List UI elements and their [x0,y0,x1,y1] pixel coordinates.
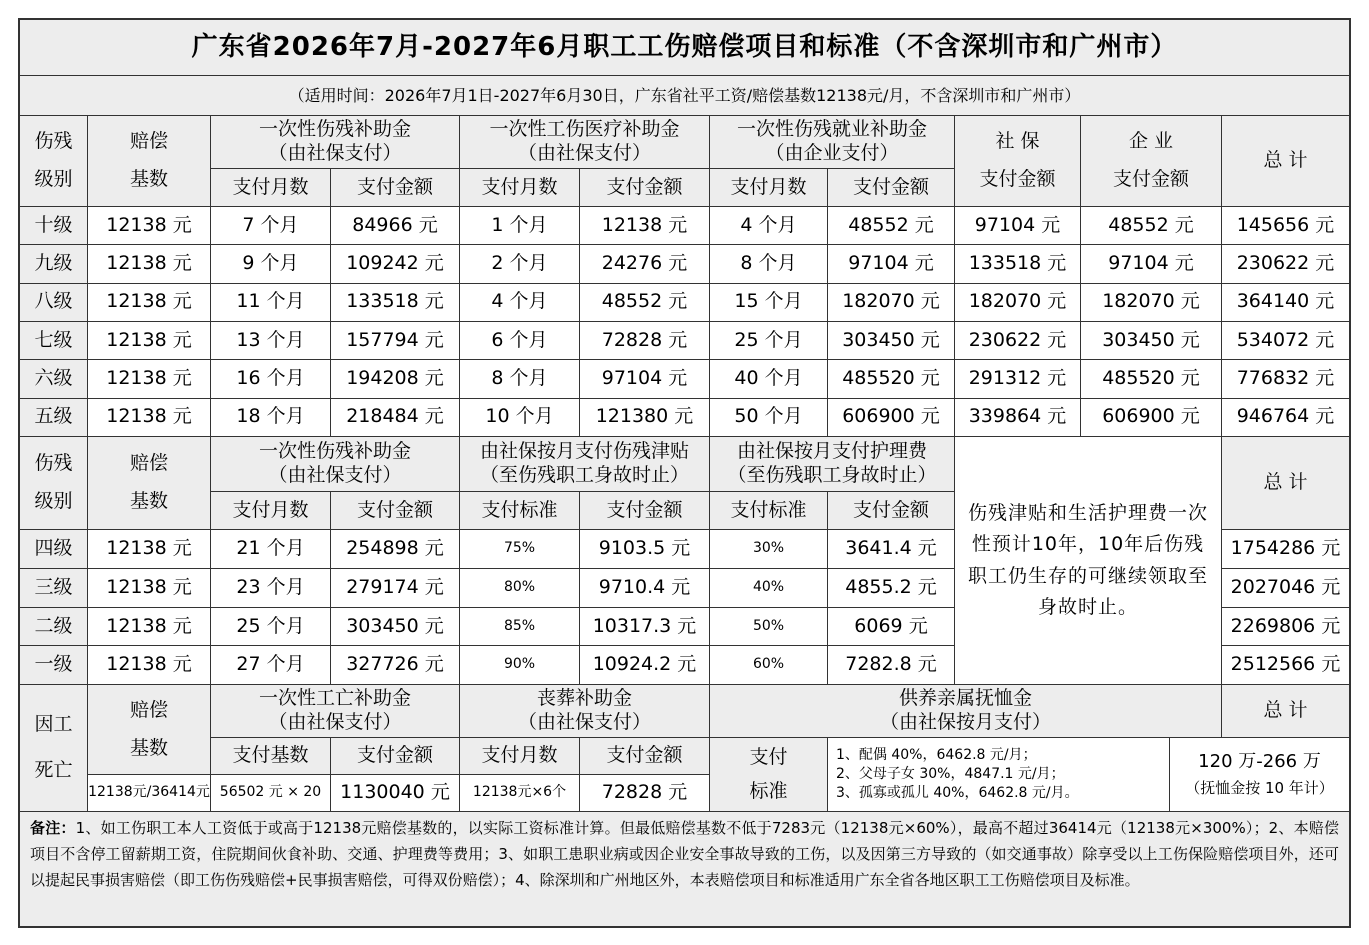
social-security-header [955,116,1081,207]
allowance-amount-cell: 10317.3 元 [580,608,710,647]
death-header-line1: 因工 [34,713,73,736]
notes-text: 1、如工伤职工本人工资低于或高于12138元赔偿基数的，以实际工资标准计算。但最低赔偿基数不低于7283元（12138元×60%），最高不超过36414元（12138元×300%）；2、本赔偿项目不含停工留薪期工资，住院期间伙食补助、交通、护理费等费用；3、如职工患职业病或因企业安全事故导致的工伤，以及因第三方导致的（如交通事故）除享受以上工伤保险赔偿项目外，还可以提起民事损害赔偿（即工伤伤残赔偿+民事损害赔偿，可得双份赔偿）；4、除深圳和广州地区外，本表赔偿项目和标准适用广东全省各地区职工工伤赔偿项目及标准。 [30,819,1339,889]
total-cell: 145656 元 [1222,207,1349,245]
col-pay-standard: 支付标准 [710,492,828,530]
total-cell: 776832 元 [1222,360,1349,398]
death-header-line2: 死亡 [34,759,73,781]
enterprise-amount-cell: 48552 元 [1081,207,1222,245]
employment-subsidy-header [710,116,955,169]
allowance-standard-cell: 75% [460,530,580,569]
social-security-amount-cell: 97104 元 [955,207,1081,245]
nursing-standard-cell: 40% [710,569,828,608]
disability-subsidy-title: 一次性伤残补助金 [258,118,411,141]
disability-allowance-header [460,437,710,492]
disability-months-cell: 7 个月 [211,207,331,245]
total-header: 总 计 [1222,116,1349,207]
funeral-amount-value: 72828 元 [580,775,710,812]
total-cell: 364140 元 [1222,284,1349,322]
base-cell: 12138 元 [88,569,211,608]
allowance-note: 伤残津贴和生活护理费一次性预计10年，10年后伤残职工仍生存的可继续领取至身故时止。 [955,437,1222,685]
col-pay-amount: 支付金额 [580,169,710,207]
disability-subsidy-payer: （由社保支付） [268,142,402,164]
dependent-pension-title: 供养亲属抚恤金 [898,687,1032,710]
funeral-months-value: 12138元×6个 [460,775,580,812]
page-title: 广东省2026年7月-2027年6月职工工伤赔偿项目和标准（不含深圳市和广州市） [20,20,1349,76]
nursing-amount-cell: 7282.8 元 [828,646,955,685]
allowance-amount-cell: 9103.5 元 [580,530,710,569]
employment-subsidy-title: 一次性伤残就业补助金 [736,118,927,141]
dependent-standard-line2: 标准 [749,779,788,802]
disability-months-cell: 21 个月 [211,530,331,569]
base-header-line1: 赔偿 [129,698,168,721]
nursing-amount-cell: 4855.2 元 [828,569,955,608]
dependent-standard-line1: 支付 [749,745,788,768]
base-cell: 12138 元 [88,284,211,322]
base-cell: 12138 元 [88,399,211,437]
base-header-line2: 基数 [129,490,168,512]
grade-cell: 五级 [20,399,88,437]
col-pay-months: 支付月数 [460,738,580,775]
grade-cell: 七级 [20,322,88,360]
total-header: 总 计 [1222,685,1349,738]
employment-amount-cell: 606900 元 [828,399,955,437]
total-cell: 946764 元 [1222,399,1349,437]
col-pay-standard: 支付标准 [460,492,580,530]
medical-amount-cell: 24276 元 [580,245,710,283]
disability-amount-cell: 327726 元 [331,646,460,685]
allowance-amount-cell: 9710.4 元 [580,569,710,608]
base-cell: 12138 元 [88,245,211,283]
enterprise-amount-cell: 97104 元 [1081,245,1222,283]
disability-amount-cell: 218484 元 [331,399,460,437]
death-total-range: 120 万-266 万 [1198,750,1321,772]
total-cell: 534072 元 [1222,322,1349,360]
enterprise-line1: 企 业 [1128,130,1174,153]
dependent-standard-item: 3、孤寡或孤儿 40%，6462.8 元/月。 [836,784,1079,801]
col-pay-amount: 支付金额 [331,169,460,207]
medical-months-cell: 6 个月 [460,322,580,360]
disability-amount-cell: 303450 元 [331,608,460,647]
dependent-pension-payer: （由社保按月支付） [879,711,1051,733]
grade-header [20,116,88,207]
employment-amount-cell: 97104 元 [828,245,955,283]
total-header: 总 计 [1222,437,1349,530]
col-pay-amount: 支付金额 [580,492,710,530]
social-security-amount-cell: 291312 元 [955,360,1081,398]
disability-amount-cell: 133518 元 [331,284,460,322]
medical-subsidy-title: 一次性工伤医疗补助金 [489,118,680,141]
base-header-line2: 基数 [129,736,168,759]
total-cell: 1754286 元 [1222,530,1349,569]
death-header [20,685,88,812]
col-pay-amount: 支付金额 [331,738,460,775]
dependent-standard-label [710,738,828,812]
grade-cell: 二级 [20,608,88,647]
grade-header-line1: 伤残 [34,452,73,475]
grade-header [20,437,88,530]
disability-allowance-title: 由社保按月支付伤残津贴 [479,440,689,463]
col-pay-amount: 支付金额 [331,492,460,530]
grade-header-line1: 伤残 [34,130,73,153]
col-pay-amount: 支付金额 [580,738,710,775]
death-total-note: （抚恤金按 10 年计） [1185,779,1334,798]
dependent-standard-item: 2、父母子女 30%，4847.1 元/月； [836,766,1065,783]
disability-amount-cell: 84966 元 [331,207,460,245]
enterprise-header [1081,116,1222,207]
disability-months-cell: 9 个月 [211,245,331,283]
social-security-amount-cell: 133518 元 [955,245,1081,283]
disability-months-cell: 11 个月 [211,284,331,322]
base-cell: 12138 元 [88,608,211,647]
employment-months-cell: 25 个月 [710,322,828,360]
disability-months-cell: 18 个月 [211,399,331,437]
col-pay-months: 支付月数 [211,169,331,207]
medical-amount-cell: 12138 元 [580,207,710,245]
notes-label: 备注： [30,819,76,837]
base-cell: 12138 元 [88,360,211,398]
disability-amount-cell: 157794 元 [331,322,460,360]
compensation-table [18,18,1351,928]
medical-amount-cell: 121380 元 [580,399,710,437]
disability-subsidy-payer: （由社保支付） [268,464,402,486]
disability-subsidy-title: 一次性伤残补助金 [258,440,411,463]
nursing-amount-cell: 3641.4 元 [828,530,955,569]
disability-months-cell: 25 个月 [211,608,331,647]
nursing-fee-period: （至伤残职工身故时止） [727,464,937,486]
medical-months-cell: 1 个月 [460,207,580,245]
medical-months-cell: 10 个月 [460,399,580,437]
disability-months-cell: 13 个月 [211,322,331,360]
total-cell: 2269806 元 [1222,608,1349,647]
disability-months-cell: 27 个月 [211,646,331,685]
death-total [1170,738,1349,812]
allowance-standard-cell: 80% [460,569,580,608]
funeral-subsidy-payer: （由社保支付） [517,711,651,733]
grade-cell: 六级 [20,360,88,398]
employment-months-cell: 40 个月 [710,360,828,398]
medical-amount-cell: 97104 元 [580,360,710,398]
social-security-amount-cell: 230622 元 [955,322,1081,360]
employment-subsidy-payer: （由企业支付） [765,142,899,164]
dependent-standard-item: 1、配偶 40%，6462.8 元/月； [836,747,1037,764]
social-security-line1: 社 保 [995,130,1040,153]
col-pay-months: 支付月数 [710,169,828,207]
grade-cell: 一级 [20,646,88,685]
funeral-subsidy-title: 丧葬补助金 [536,687,632,710]
enterprise-amount-cell: 182070 元 [1081,284,1222,322]
enterprise-line2: 支付金额 [1112,168,1189,190]
base-header [88,116,211,207]
disability-subsidy-header [211,116,460,169]
notes [20,812,1349,926]
employment-amount-cell: 303450 元 [828,322,955,360]
grade-cell: 十级 [20,207,88,245]
death-subsidy-header [211,685,460,738]
grade-cell: 九级 [20,245,88,283]
base-cell: 12138 元 [88,207,211,245]
grade-cell: 八级 [20,284,88,322]
nursing-standard-cell: 30% [710,530,828,569]
grade-cell: 三级 [20,569,88,608]
disability-amount-cell: 279174 元 [331,569,460,608]
disability-amount-cell: 109242 元 [331,245,460,283]
enterprise-amount-cell: 485520 元 [1081,360,1222,398]
death-subsidy-payer: （由社保支付） [268,711,402,733]
allowance-standard-cell: 90% [460,646,580,685]
base-cell: 12138 元 [88,646,211,685]
grade-header-line2: 级别 [34,490,73,512]
death-subsidy-title: 一次性工亡补助金 [258,687,411,710]
employment-months-cell: 15 个月 [710,284,828,322]
funeral-subsidy-header [460,685,710,738]
disability-allowance-period: （至伤残职工身故时止） [479,464,689,486]
employment-months-cell: 50 个月 [710,399,828,437]
death-base-value: 12138元/36414元 [88,775,211,812]
total-cell: 2512566 元 [1222,646,1349,685]
disability-amount-cell: 254898 元 [331,530,460,569]
medical-amount-cell: 48552 元 [580,284,710,322]
base-cell: 12138 元 [88,530,211,569]
death-pay-base-value: 56502 元 × 20 [211,775,331,812]
base-header [88,685,211,775]
disability-amount-cell: 194208 元 [331,360,460,398]
dependent-pension-header [710,685,1222,738]
nursing-amount-cell: 6069 元 [828,608,955,647]
medical-months-cell: 8 个月 [460,360,580,398]
disability-months-cell: 23 个月 [211,569,331,608]
nursing-standard-cell: 60% [710,646,828,685]
employment-months-cell: 8 个月 [710,245,828,283]
col-pay-base: 支付基数 [211,738,331,775]
medical-months-cell: 4 个月 [460,284,580,322]
medical-subsidy-payer: （由社保支付） [517,142,651,164]
social-security-amount-cell: 182070 元 [955,284,1081,322]
allowance-standard-cell: 85% [460,608,580,647]
col-pay-amount: 支付金额 [828,492,955,530]
nursing-fee-header [710,437,955,492]
employment-amount-cell: 182070 元 [828,284,955,322]
grade-header-line2: 级别 [34,168,73,190]
col-pay-months: 支付月数 [211,492,331,530]
medical-months-cell: 2 个月 [460,245,580,283]
employment-amount-cell: 485520 元 [828,360,955,398]
medical-subsidy-header [460,116,710,169]
total-cell: 230622 元 [1222,245,1349,283]
base-cell: 12138 元 [88,322,211,360]
nursing-standard-cell: 50% [710,608,828,647]
disability-months-cell: 16 个月 [211,360,331,398]
death-pay-amount-value: 1130040 元 [331,775,460,812]
base-header-line2: 基数 [129,168,168,190]
total-cell: 2027046 元 [1222,569,1349,608]
disability-subsidy-header [211,437,460,492]
enterprise-amount-cell: 606900 元 [1081,399,1222,437]
base-header-line1: 赔偿 [129,130,168,153]
allowance-amount-cell: 10924.2 元 [580,646,710,685]
col-pay-amount: 支付金额 [828,169,955,207]
social-security-line2: 支付金额 [979,168,1056,190]
social-security-amount-cell: 339864 元 [955,399,1081,437]
nursing-fee-title: 由社保按月支付护理费 [736,440,927,463]
medical-amount-cell: 72828 元 [580,322,710,360]
employment-amount-cell: 48552 元 [828,207,955,245]
enterprise-amount-cell: 303450 元 [1081,322,1222,360]
employment-months-cell: 4 个月 [710,207,828,245]
dependent-standard-list [828,738,1170,812]
col-pay-months: 支付月数 [460,169,580,207]
base-header [88,437,211,530]
page-subtitle: （适用时间：2026年7月1日-2027年6月30日，广东省社平工资/赔偿基数12138元/月，不含深圳市和广州市） [20,76,1349,116]
grade-cell: 四级 [20,530,88,569]
base-header-line1: 赔偿 [129,452,168,475]
